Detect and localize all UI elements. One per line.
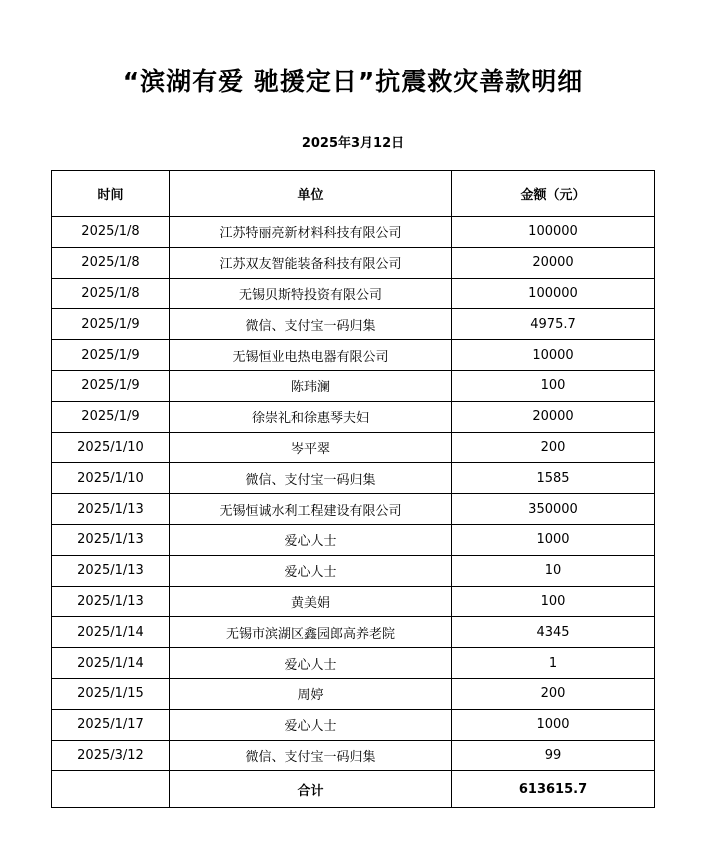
table-row bbox=[52, 617, 655, 648]
cell-amount: 350000 bbox=[452, 494, 655, 525]
cell-unit: 黄美娟 bbox=[170, 586, 452, 617]
cell-amount: 99 bbox=[452, 740, 655, 771]
cell-time: 2025/1/8 bbox=[52, 247, 170, 278]
cell-time: 2025/1/8 bbox=[52, 217, 170, 248]
cell-unit: 江苏双友智能装备科技有限公司 bbox=[170, 247, 452, 278]
table-row bbox=[52, 463, 655, 494]
cell-amount: 10 bbox=[452, 555, 655, 586]
cell-unit: 无锡恒诚水利工程建设有限公司 bbox=[170, 494, 452, 525]
cell-time: 2025/1/13 bbox=[52, 494, 170, 525]
table-row bbox=[52, 586, 655, 617]
cell-unit: 爱心人士 bbox=[170, 648, 452, 679]
cell-amount: 100 bbox=[452, 370, 655, 401]
cell-amount: 4345 bbox=[452, 617, 655, 648]
cell-unit: 爱心人士 bbox=[170, 555, 452, 586]
donation-table bbox=[51, 170, 655, 808]
table-row bbox=[52, 648, 655, 679]
cell-time: 2025/1/13 bbox=[52, 524, 170, 555]
cell-amount: 1000 bbox=[452, 524, 655, 555]
cell-unit: 微信、支付宝一码归集 bbox=[170, 463, 452, 494]
cell-unit: 无锡恒业电热电器有限公司 bbox=[170, 340, 452, 371]
cell-amount: 100000 bbox=[452, 278, 655, 309]
cell-time: 2025/1/13 bbox=[52, 586, 170, 617]
cell-time: 2025/1/8 bbox=[52, 278, 170, 309]
total-amount: 613615.7 bbox=[452, 771, 655, 808]
cell-time: 2025/1/9 bbox=[52, 309, 170, 340]
table-row bbox=[52, 432, 655, 463]
cell-unit: 周婷 bbox=[170, 678, 452, 709]
table-row bbox=[52, 278, 655, 309]
cell-amount: 100 bbox=[452, 586, 655, 617]
cell-time: 2025/1/13 bbox=[52, 555, 170, 586]
cell-unit: 无锡市滨湖区鑫园郎高养老院 bbox=[170, 617, 452, 648]
cell-time: 2025/1/15 bbox=[52, 678, 170, 709]
cell-amount: 20000 bbox=[452, 401, 655, 432]
cell-amount: 1585 bbox=[452, 463, 655, 494]
cell-unit: 江苏特丽亮新材料科技有限公司 bbox=[170, 217, 452, 248]
cell-unit: 爱心人士 bbox=[170, 709, 452, 740]
cell-unit: 爱心人士 bbox=[170, 524, 452, 555]
table-row bbox=[52, 247, 655, 278]
cell-amount: 10000 bbox=[452, 340, 655, 371]
cell-amount: 1000 bbox=[452, 709, 655, 740]
table-row bbox=[52, 370, 655, 401]
cell-amount: 1 bbox=[452, 648, 655, 679]
cell-amount: 4975.7 bbox=[452, 309, 655, 340]
table-row bbox=[52, 217, 655, 248]
cell-unit: 微信、支付宝一码归集 bbox=[170, 740, 452, 771]
table-row bbox=[52, 340, 655, 371]
total-row bbox=[52, 771, 655, 808]
cell-time: 2025/1/10 bbox=[52, 463, 170, 494]
cell-amount: 20000 bbox=[452, 247, 655, 278]
table-row bbox=[52, 678, 655, 709]
table-row bbox=[52, 709, 655, 740]
cell-unit: 无锡贝斯特投资有限公司 bbox=[170, 278, 452, 309]
cell-time: 2025/1/9 bbox=[52, 340, 170, 371]
cell-time: 2025/3/12 bbox=[52, 740, 170, 771]
cell-unit: 微信、支付宝一码归集 bbox=[170, 309, 452, 340]
table-row bbox=[52, 401, 655, 432]
table-row bbox=[52, 555, 655, 586]
cell-unit: 岑平翠 bbox=[170, 432, 452, 463]
cell-time: 2025/1/14 bbox=[52, 648, 170, 679]
cell-time: 2025/1/14 bbox=[52, 617, 170, 648]
table-row bbox=[52, 309, 655, 340]
table-row bbox=[52, 494, 655, 525]
header-amount: 金额（元） bbox=[452, 171, 655, 217]
cell-amount: 200 bbox=[452, 678, 655, 709]
cell-unit: 陈玮澜 bbox=[170, 370, 452, 401]
total-label: 合计 bbox=[170, 771, 452, 808]
cell-time: 2025/1/9 bbox=[52, 370, 170, 401]
header-time: 时间 bbox=[52, 171, 170, 217]
table-row bbox=[52, 740, 655, 771]
cell-unit: 徐崇礼和徐惠琴夫妇 bbox=[170, 401, 452, 432]
cell-amount: 200 bbox=[452, 432, 655, 463]
cell-amount: 100000 bbox=[452, 217, 655, 248]
table-header-row bbox=[52, 171, 655, 217]
table-row bbox=[52, 524, 655, 555]
cell-time: 2025/1/9 bbox=[52, 401, 170, 432]
header-unit: 单位 bbox=[170, 171, 452, 217]
cell-time: 2025/1/10 bbox=[52, 432, 170, 463]
document-title: “滨湖有爱 驰援定日”抗震救灾善款明细 bbox=[122, 67, 584, 96]
cell-time: 2025/1/17 bbox=[52, 709, 170, 740]
document-date: 2025年3月12日 bbox=[301, 136, 405, 151]
total-time-cell bbox=[52, 771, 170, 808]
